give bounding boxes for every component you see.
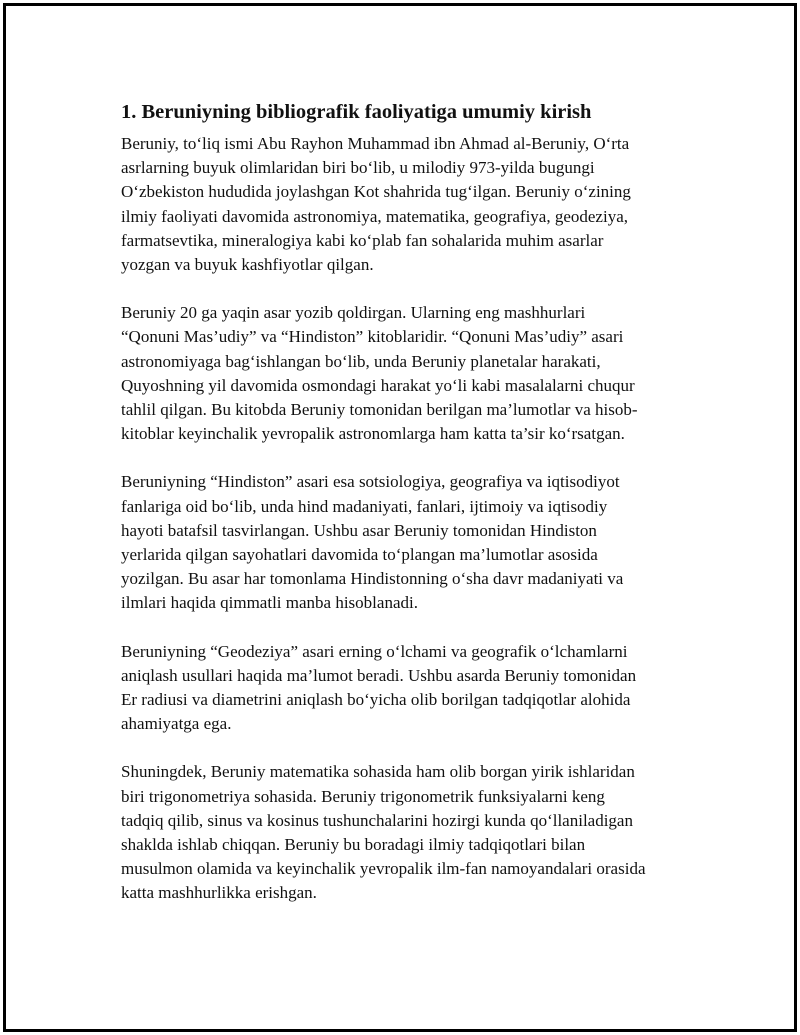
section-heading: 1. Beruniyning bibliografik faoliyatiga umumiy kirish [121, 101, 592, 123]
text-line: astronomiyaga bag‘ishlangan bo‘lib, unda Beruniy planetalar harakati, [121, 351, 601, 371]
text-line: Quyoshning yil davomida osmondagi harakat yo‘li kabi masalalarni chuqur [121, 375, 635, 395]
text-line: yerlarida qilgan sayohatlari davomida to‘plangan ma’lumotlar asosida [121, 545, 598, 565]
text-line: tahlil qilgan. Bu kitobda Beruniy tomonidan berilgan ma’lumotlar va hisob- [121, 400, 638, 420]
text-line: Beruniy 20 ga yaqin asar yozib qoldirgan. Ularning eng mashhurlari [121, 303, 586, 323]
text-line: yozgan va buyuk kashfiyotlar qilgan. [121, 255, 374, 275]
text-line: kitoblar keyinchalik yevropalik astronomlarga ham katta ta’sir ko‘rsatgan. [121, 424, 625, 444]
document-body [121, 98, 701, 930]
text-line: farmatsevtika, mineralogiya kabi ko‘plab fan sohalarida muhim asarlar [121, 230, 604, 250]
text-line: Er radiusi va diametrini aniqlash bo‘yicha olib borilgan tadqiqotlar alohida [121, 690, 631, 710]
text-line: asrlarning buyuk olimlaridan biri bo‘lib, u milodiy 973-yilda bugungi [121, 158, 595, 178]
paragraph-works [121, 301, 701, 446]
text-line: yozilgan. Bu asar har tomonlama Hindistonning o‘sha davr madaniyati va [121, 569, 624, 589]
text-line: Beruniyning “Geodeziya” asari erning o‘lchami va geografik o‘lchamlarni [121, 641, 628, 661]
paragraph-geodeziya [121, 640, 701, 737]
paragraph-intro [121, 132, 701, 277]
text-line: Shuningdek, Beruniy matematika sohasida ham olib borgan yirik ishlaridan [121, 762, 635, 782]
text-line: musulmon olamida va keyinchalik yevropalik ilm-fan namoyandalari orasida [121, 859, 646, 879]
text-line: biri trigonometriya sohasida. Beruniy trigonometrik funksiyalarni keng [121, 786, 605, 806]
paragraph-trigonometriya [121, 760, 701, 905]
text-line: tadqiq qilib, sinus va kosinus tushunchalarini hozirgi kunda qo‘llaniladigan [121, 810, 633, 830]
text-line: hayoti batafsil tasvirlangan. Ushbu asar Beruniy tomonidan Hindiston [121, 520, 597, 540]
paragraph-hindiston [121, 470, 701, 615]
text-line: Beruniyning “Hindiston” asari esa sotsiologiya, geografiya va iqtisodiyot [121, 472, 620, 492]
text-line: “Qonuni Mas’udiy” va “Hindiston” kitoblaridir. “Qonuni Mas’udiy” asari [121, 327, 624, 347]
text-line: shaklda ishlab chiqqan. Beruniy bu boradagi ilmiy tadqiqotlari bilan [121, 835, 586, 855]
text-line: ahamiyatga ega. [121, 714, 232, 734]
text-line: katta mashhurlikka erishgan. [121, 883, 317, 903]
text-line: ilmiy faoliyati davomida astronomiya, matematika, geografiya, geodeziya, [121, 206, 628, 226]
text-line: fanlariga oid bo‘lib, unda hind madaniyati, fanlari, ijtimoiy va iqtisodiy [121, 496, 608, 516]
page-frame [3, 3, 797, 1032]
text-line: Beruniy, to‘liq ismi Abu Rayhon Muhammad ibn Ahmad al-Beruniy, O‘rta [121, 134, 630, 153]
text-line: ilmlari haqida qimmatli manba hisoblanadi. [121, 593, 418, 613]
text-line: O‘zbekiston hududida joylashgan Kot shahrida tug‘ilgan. Beruniy o‘zining [121, 182, 631, 202]
text-line: aniqlash usullari haqida ma’lumot beradi. Ushbu asarda Beruniy tomonidan [121, 665, 637, 685]
